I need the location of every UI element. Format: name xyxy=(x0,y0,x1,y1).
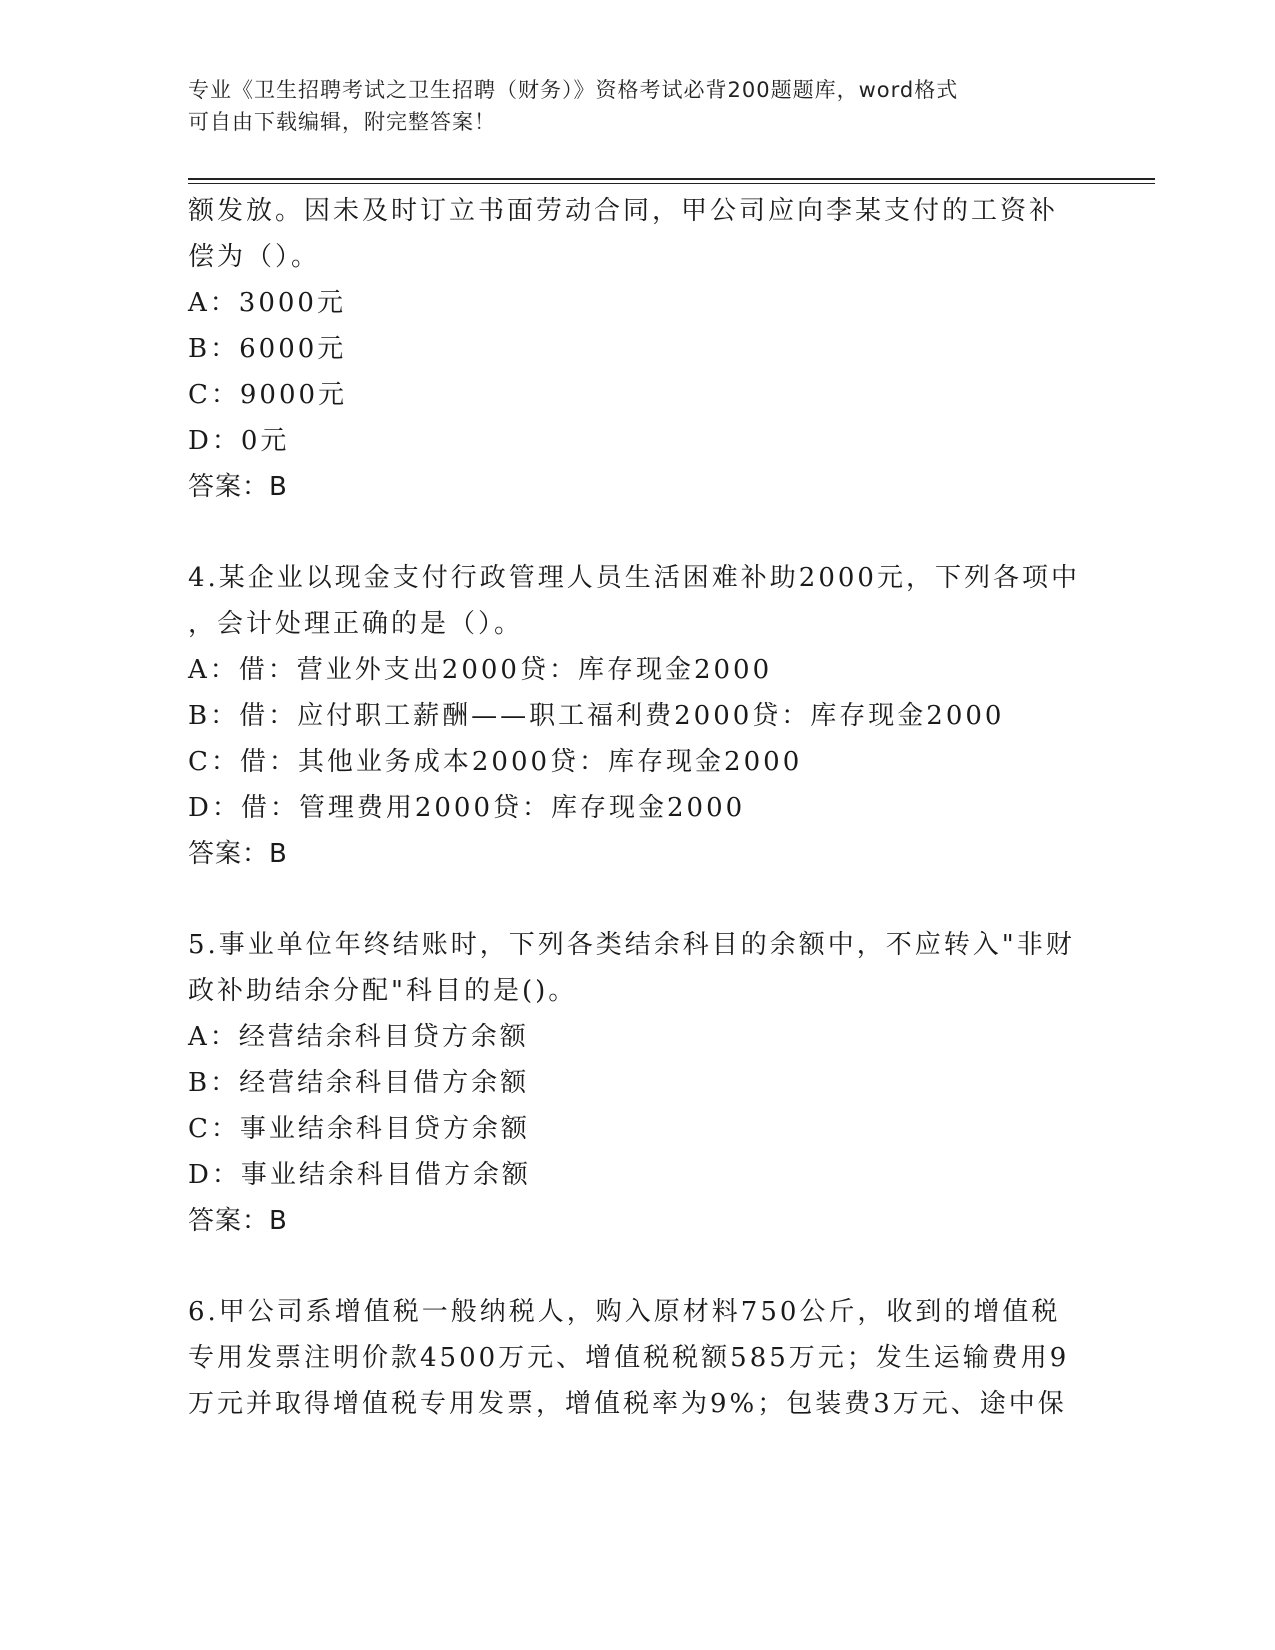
option-b: B：6000元 xyxy=(188,334,347,364)
question-text: 6.甲公司系增值税一般纳税人，购入原材料750公斤，收到的增值税 xyxy=(188,1297,1061,1327)
answer-label: 答案：B xyxy=(188,839,288,869)
question-text: 专用发票注明价款4500万元、增值税税额585万元；发生运输费用9 xyxy=(188,1343,1070,1373)
question-text: 偿为（）。 xyxy=(188,242,321,272)
question-spacer xyxy=(188,510,1088,555)
option-a: A：3000元 xyxy=(188,288,346,318)
answer-label: 答案：B xyxy=(188,472,288,502)
header-title-line-1: 专业《卫生招聘考试之卫生招聘（财务）》资格考试必背200题题库，word格式 xyxy=(188,78,959,102)
question-spacer xyxy=(188,877,1088,922)
question-text: 5.事业单位年终结账时，下列各类结余科目的余额中，不应转入"非财 xyxy=(188,930,1075,960)
question-3 xyxy=(188,188,1088,510)
option-b: B：借：应付职工薪酬——职工福利费2000贷：库存现金2000 xyxy=(188,701,1005,731)
question-text: 政补助结余分配"科目的是()。 xyxy=(188,976,578,1006)
header-divider-thin xyxy=(188,183,1155,184)
question-text: 4.某企业以现金支付行政管理人员生活困难补助2000元，下列各项中 xyxy=(188,563,1080,593)
question-list xyxy=(188,188,1088,1427)
option-c: C：事业结余科目贷方余额 xyxy=(188,1114,530,1144)
question-4 xyxy=(188,555,1088,877)
option-d: D：借：管理费用2000贷：库存现金2000 xyxy=(188,793,746,823)
question-text: 万元并取得增值税专用发票，增值税率为9%；包装费3万元、途中保 xyxy=(188,1389,1067,1419)
question-spacer xyxy=(188,1244,1088,1289)
header-title-line-2: 可自由下载编辑，附完整答案！ xyxy=(188,110,496,134)
option-b: B：经营结余科目借方余额 xyxy=(188,1068,530,1098)
question-text: 额发放。因未及时订立书面劳动合同，甲公司应向李某支付的工资补 xyxy=(188,196,1059,226)
answer-label: 答案：B xyxy=(188,1206,288,1236)
header-divider-thick xyxy=(188,178,1155,180)
question-text: ，会计处理正确的是（）。 xyxy=(188,609,524,639)
option-a: A：借：营业外支出2000贷：库存现金2000 xyxy=(188,655,773,685)
option-c: C：借：其他业务成本2000贷：库存现金2000 xyxy=(188,747,803,777)
option-a: A：经营结余科目贷方余额 xyxy=(188,1022,529,1052)
option-d: D：事业结余科目借方余额 xyxy=(188,1160,531,1190)
question-5 xyxy=(188,922,1088,1244)
option-c: C：9000元 xyxy=(188,380,348,410)
question-6 xyxy=(188,1289,1088,1427)
option-d: D：0元 xyxy=(188,426,290,456)
document-header xyxy=(188,74,1088,138)
